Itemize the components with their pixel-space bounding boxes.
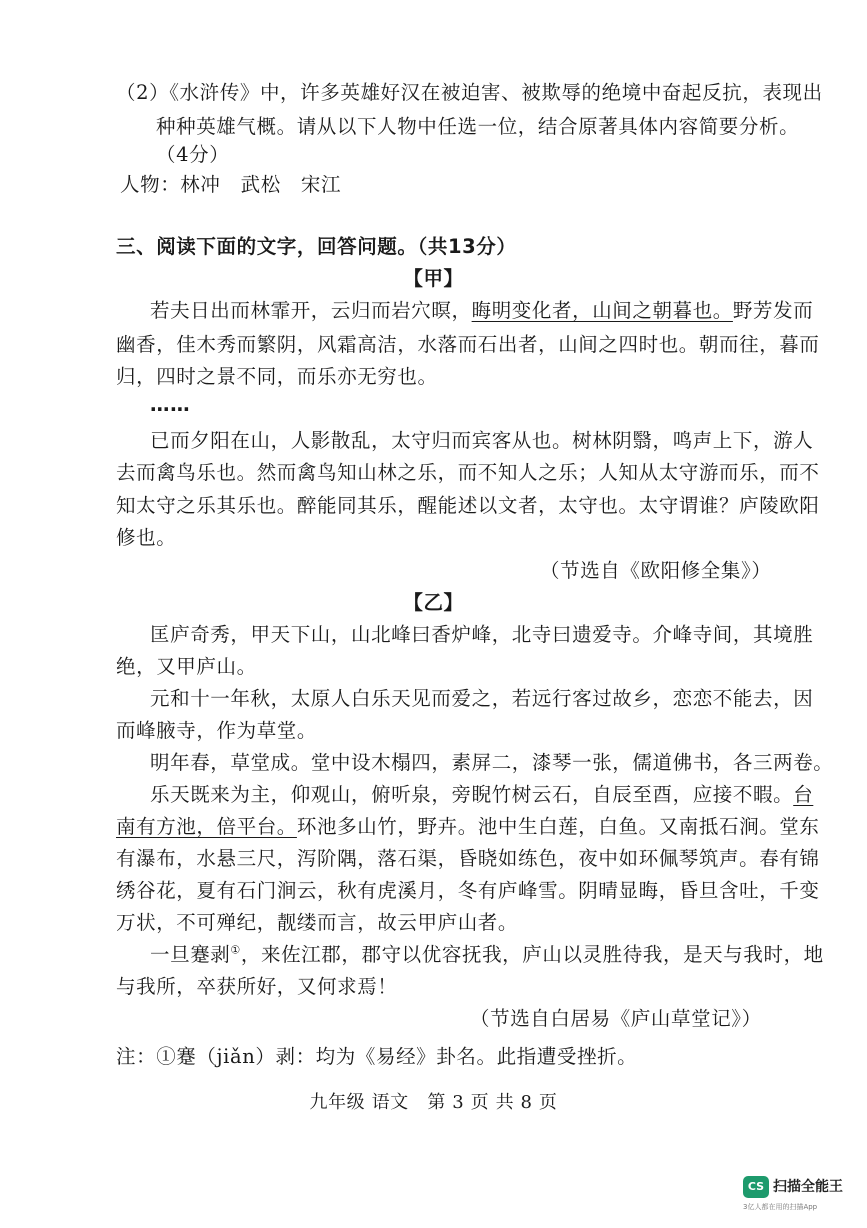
passage-yi-p4-line-2 <box>116 814 820 840</box>
passage-yi-source: （节选自白居易《庐山草堂记》） <box>470 1007 762 1030</box>
passage-jia-p2-line-1: 已而夕阳在山，人影散乱，太守归而宾客从也。树林阴翳，鸣声上下，游人 <box>150 429 814 452</box>
passage-yi-p4-line-3: 有瀑布，水悬三尺，泻阶隅，落石渠，昏晓如练色，夜中如环佩琴筑声。春有锦 <box>116 847 820 870</box>
passage-yi-text: 一旦蹇剥 <box>150 943 231 966</box>
watermark-tagline: 3亿人都在用的扫描App <box>743 1203 818 1211</box>
question-2-characters: 人物：林冲 武松 宋江 <box>120 173 342 196</box>
passage-jia-p1-line-2: 幽香，佳木秀而繁阴，风霜高洁，水落而石出者，山间之四时也。朝而往，暮而 <box>116 333 820 356</box>
passage-yi-p4-line-4: 绣谷花，夏有石门涧云，秋有虎溪月，冬有庐峰雪。阴晴显晦，昏旦含吐，千变 <box>116 879 820 902</box>
page-footer: 九年级 语文 第 3 页 共 8 页 <box>309 1092 558 1113</box>
passage-yi-p5-line-1 <box>150 942 824 968</box>
underlined-sentence: 南有方池，倍平台。 <box>116 815 297 838</box>
passage-yi-p3-line-1: 明年春，草堂成。堂中设木榻四，素屏二，漆琴一张，儒道佛书，各三两卷。 <box>150 751 834 774</box>
passage-yi-p1-line-1: 匡庐奇秀，甲天下山，山北峰曰香炉峰，北寺曰遗爱寺。介峰寺间，其境胜 <box>150 623 814 646</box>
camscanner-logo-icon: CS <box>743 1176 769 1198</box>
passage-yi-p5-line-2: 与我所，卒获所好，又何求焉！ <box>116 975 398 998</box>
passage-jia-source: （节选自《欧阳修全集》） <box>540 559 772 582</box>
passage-yi-p4-line-1 <box>150 782 813 808</box>
passage-yi-p2-line-1: 元和十一年秋，太原人白乐天见而爱之，若远行客过故乡，恋恋不能去，因 <box>150 687 814 710</box>
passage-yi-p1-line-2: 绝，又甲庐山。 <box>116 655 257 678</box>
footnote-marker: ① <box>230 943 241 957</box>
question-2-line-1: （2）《水浒传》中，许多英雄好汉在被迫害、被欺辱的绝境中奋起反抗，表现出 <box>116 81 823 104</box>
underlined-sentence: 晦明变化者，山间之朝暮也。 <box>471 299 733 322</box>
passage-jia-text: 若夫日出而林霏开，云归而岩穴暝， <box>150 299 472 322</box>
scanner-watermark <box>743 1172 853 1216</box>
passage-jia-label: 【甲】 <box>403 267 464 290</box>
passage-jia-text: 野芳发而 <box>732 299 814 322</box>
watermark-app-name: 扫描全能王 <box>773 1179 843 1195</box>
section-3-heading: 三、阅读下面的文字，回答问题。（共13分） <box>116 235 517 258</box>
underlined-sentence: 台 <box>793 783 814 806</box>
passage-yi-text: ，来佐江郡，郡守以优容抚我，庐山以灵胜待我，是天与我时，地 <box>240 943 824 966</box>
question-2-line-2: 种种英雄气概。请从以下人物中任选一位，结合原著具体内容简要分析。 <box>156 115 800 138</box>
passage-yi-text: 乐天既来为主，仰观山，俯听泉，旁睨竹树云石，自辰至酉，应接不暇。 <box>150 783 794 806</box>
footnote: 注：①蹇（jiǎn）剥：均为《易经》卦名。此指遭受挫折。 <box>116 1045 638 1068</box>
passage-jia-p2-line-3: 知太守之乐其乐也。醉能同其乐，醒能述以文者，太守也。太守谓谁？庐陵欧阳 <box>116 494 820 517</box>
passage-yi-p4-line-5: 万状，不可殚纪，靓缕而言，故云甲庐山者。 <box>116 911 519 934</box>
passage-yi-p2-line-2: 而峰腋寺，作为草堂。 <box>116 719 318 742</box>
passage-jia-p1-line-3: 归，四时之景不同，而乐亦无穷也。 <box>116 365 438 388</box>
passage-jia-p2-line-2: 去而禽鸟乐也。然而禽鸟知山林之乐，而不知人之乐；人知从太守游而乐，而不 <box>116 461 820 484</box>
passage-jia-p2-line-4: 修也。 <box>116 526 177 549</box>
passage-jia-ellipsis: …… <box>150 393 191 416</box>
passage-yi-label: 【乙】 <box>403 591 464 614</box>
passage-jia-p1-line-1 <box>150 298 813 324</box>
question-2-score: （4分） <box>156 143 230 166</box>
passage-yi-text: 环池多山竹，野卉。池中生白莲，白鱼。又南抵石涧。堂东 <box>296 815 820 838</box>
